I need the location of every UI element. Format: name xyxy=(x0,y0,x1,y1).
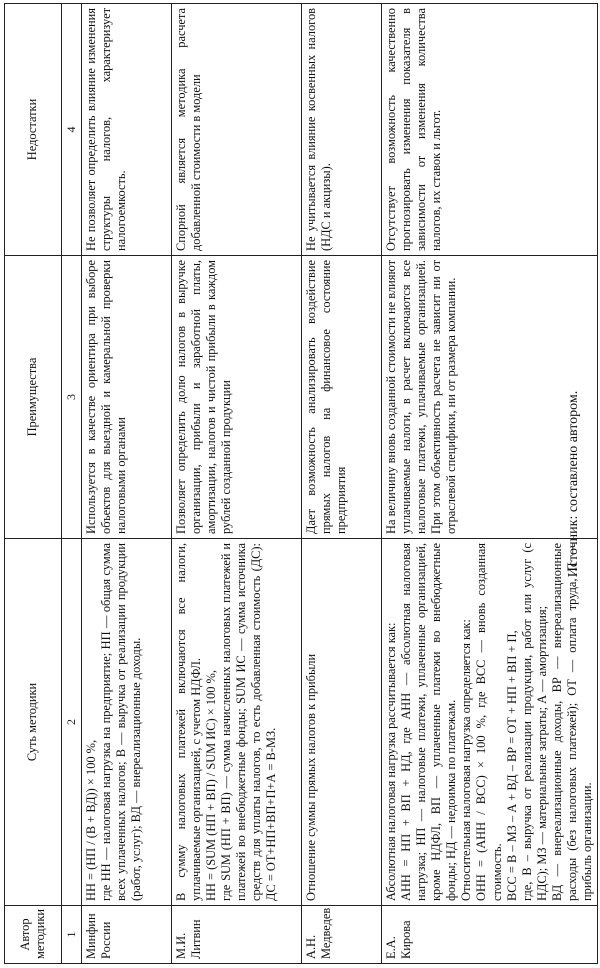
essence-line: где, В – выручка от реализации продукции, работ или услуг (с НДС); МЗ — материальные затраты; А — амортизация; xyxy=(519,543,549,901)
essence-line: ВСС = В – МЗ – А + ВД – ВР = ОТ + НП + ВП + П, xyxy=(504,630,519,901)
header-author: Автор методики xyxy=(5,906,62,964)
table-header-row xyxy=(5,4,62,964)
methods-table xyxy=(4,3,598,964)
essence-cell xyxy=(301,539,381,906)
column-number: 1 xyxy=(62,906,82,964)
author-cell: Е.А. Кирова xyxy=(381,906,598,964)
essence-line: НН = (SUM (НП + ВП) / SUM ИС) × 100 %, xyxy=(203,670,218,901)
header-disadvantages: Недостатки xyxy=(5,4,62,256)
disadvantages-cell: Не учитывается влияние косвенных налогов (НДС и акцизы). xyxy=(301,4,381,256)
author-cell: А.Н. Медведев xyxy=(301,906,381,964)
column-number-row xyxy=(62,4,82,964)
author-cell: Минфин России xyxy=(81,906,171,964)
essence-line: НН = (НП / (В + ВД)) × 100 %, xyxy=(83,739,98,901)
advantages-cell: Позволяет определить долю налогов в выручке организации, прибыли и заработной платы, амортизации, налогов и чистой прибыли в каждом рублей созданной продукции xyxy=(171,256,301,539)
essence-line: АНН = НП + ВП + НД, где АНН — абсолютная налоговая нагрузка; НП — налоговые платежи, уплаченные организацией, кроме НДФЛ, ВП — уплаченные платежи во внебюджетные фонды; НД — недоимка по платежам. xyxy=(398,543,459,901)
author-cell: М.И. Литвин xyxy=(171,906,301,964)
advantages-cell: Дает возможность анализировать воздействие прямых налогов на финансовое состояние предприятия xyxy=(301,256,381,539)
advantages-cell: Используется в качестве ориентира при выборе объектов для выездной и камеральной проверки налоговыми органами xyxy=(81,256,171,539)
header-advantages: Преимущества xyxy=(5,256,62,539)
column-number: 3 xyxy=(62,256,82,539)
disadvantages-cell: Не позволяет определить влияние изменения структуры налогов, характеризует налогоемкость. xyxy=(81,4,171,256)
essence-cell xyxy=(81,539,171,906)
essence-line: В сумму налоговых платежей включаются все налоги, уплачиваемые организацией, с учетом НДФЛ. xyxy=(173,543,203,901)
essence-line: Отношение суммы прямых налогов к прибыли xyxy=(303,653,318,901)
essence-line: ВД — внереализационные доходы, ВР — внереализационные расходы (без налоговых платежей); ОТ — оплата труда, П — прибыль организации. xyxy=(550,543,595,901)
essence-line: где SUM (НП + ВП) — сумма начисленных налоговых платежей и платежей во внебюджетные фонды; SUM ИС — сумма источника средств для уплаты налогов, то есть добавленная стоимость (ДС): ДС = ОТ+НП+ВП+П+А = В-МЗ. xyxy=(219,543,279,901)
source-note: Источник: составлено автором. xyxy=(566,390,581,578)
column-number: 4 xyxy=(62,4,82,256)
essence-line: Относительная налоговая нагрузка определяется как: xyxy=(459,619,474,901)
table-row xyxy=(171,4,301,964)
table-row xyxy=(301,4,381,964)
advantages-cell: На величину вновь созданной стоимости не влияют уплачиваемые налоги, в расчет включаются все налоговые платежи, уплачиваемые организацией. При этом объективность расчета не зависит ни от отраслевой специфики, ни от размера компании. xyxy=(381,256,598,539)
essence-line: Абсолютная налоговая нагрузка рассчитывается как: xyxy=(383,622,398,901)
header-essence: Суть методики xyxy=(5,539,62,906)
column-number: 2 xyxy=(62,539,82,906)
table-row xyxy=(81,4,171,964)
disadvantages-cell: Отсутствует возможность качественно прогнозировать изменения показателя в зависимости от изменения количества налогов, их ставок и льгот. xyxy=(381,4,598,256)
essence-line: где НН — налоговая нагрузка на предприятие; НП — общая сумма всех уплаченных налогов; В — выручка от реализации продукции (работ, услуг); ВД — внереализационные доходы. xyxy=(98,543,143,901)
essence-line: ОНН = (АНН / ВСС) × 100 %, где ВСС — вновь созданная стоимость. xyxy=(474,543,504,901)
disadvantages-cell: Спорной является методика расчета добавленной стоимости в модели xyxy=(171,4,301,256)
essence-cell xyxy=(171,539,301,906)
